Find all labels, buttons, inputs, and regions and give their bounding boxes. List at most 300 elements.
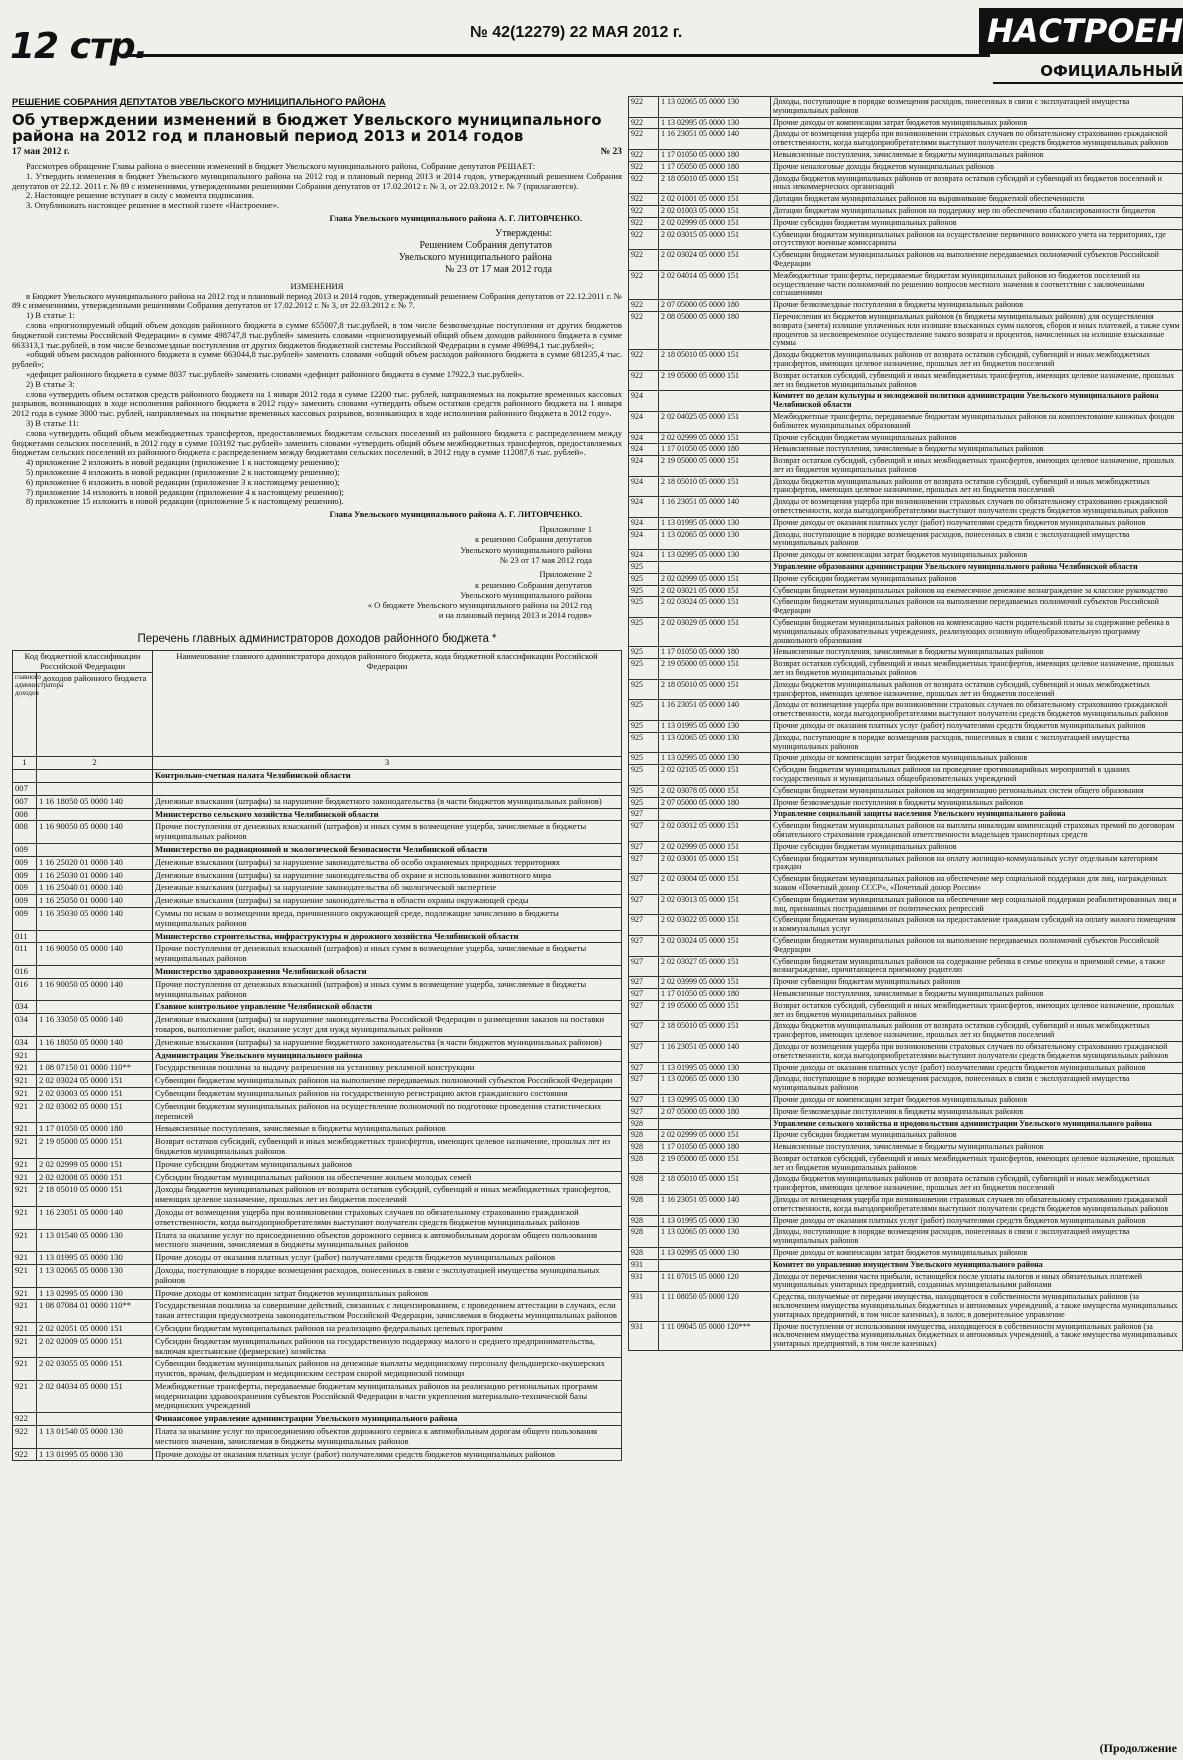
admin-name-cell: Доходы, поступающие в порядке возмещения расходов, понесенных в связи с эксплуатацией имущества муниципальных районов [771, 1227, 1183, 1248]
admin-name-cell: Прочие субсидии бюджетам муниципальных районов [771, 1130, 1183, 1142]
continued-note: (Продолжение [1099, 1741, 1177, 1755]
income-code-cell [659, 1118, 771, 1130]
changes-line: 1) В статье 1: [26, 310, 75, 321]
admin-name-cell: Доходы бюджетов муниципальных районов от возврата остатков субсидий, субвенций и иных межбюджетных трансфертов, имеющих целевое назначение, прошлых лет из бюджетов поселений [771, 1021, 1183, 1042]
admin-code-cell: 928 [629, 1215, 659, 1227]
table-row [13, 1100, 622, 1123]
table-row [13, 1287, 622, 1300]
table-row [13, 770, 622, 783]
income-code-cell: 1 17 01050 05 0000 180 [659, 444, 771, 456]
admin-name-cell: Комитет по делам культуры и молодежной политики администрации Увельского муниципального района Челябинской области [771, 391, 1183, 412]
admin-name-cell: Межбюджетные трансферты, передаваемые бюджетам муниципальных районов из бюджетов поселений на осуществление части полномочий по решению вопросов местного значения в соответствии с заключенными соглашениями [771, 270, 1183, 299]
table-row [629, 1041, 1183, 1062]
table-row [629, 562, 1183, 574]
income-code-cell: 2 18 05010 05 0000 151 [659, 1021, 771, 1042]
table-row [629, 1271, 1183, 1292]
table-row [629, 988, 1183, 1000]
admin-code-cell: 921 [13, 1075, 37, 1088]
income-code-cell: 2 19 05000 05 0000 151 [659, 659, 771, 680]
signature-2: Глава Увельского муниципального района А. Г. ЛИТОВЧЕНКО. [329, 509, 582, 520]
page-number: 12 стр. [10, 26, 148, 67]
admin-code-cell: 007 [13, 795, 37, 808]
table-row [13, 1380, 622, 1412]
income-code-cell: 1 08 07084 01 0000 110** [37, 1300, 153, 1323]
admin-name-cell: Доходы бюджетов муниципальных районов от возврата остатков субсидий и субвенций из бюджетов поселений и иных некоммерческих организаций [771, 173, 1183, 194]
income-code-cell: 1 17 01050 05 0000 180 [659, 149, 771, 161]
admin-name-cell: Возврат остатков субсидий, субвенций и иных межбюджетных трансфертов, имеющих целевое назначение, прошлых лет из бюджетов муниципальных районов [771, 1000, 1183, 1021]
admin-name-cell: Управление образования администрации Увельского муниципального района Челябинской области [771, 562, 1183, 574]
admin-name-cell: Доходы от возмещения ущерба при возникновении страховых случаев по обязательному страхованию гражданской ответственности, когда выгодоприобретателями выступают получатели средств бюджетов муниципальных районов [771, 129, 1183, 150]
appx1-line: Приложение 1 [539, 523, 592, 534]
income-code-cell: 2 18 05010 05 0000 151 [37, 1184, 153, 1207]
admin-code-cell: 924 [629, 550, 659, 562]
admin-name-cell: Денежные взыскания (штрафы) за нарушение законодательства Российской Федерации о размещении заказов на поставки товаров, выполнение работ, оказание услуг для нужд муниципальных районов [153, 1014, 622, 1037]
table-row [629, 370, 1183, 391]
table-row [629, 550, 1183, 562]
admin-code-cell: 927 [629, 1062, 659, 1074]
table-row [629, 129, 1183, 150]
admin-code-cell: 925 [629, 700, 659, 721]
income-code-cell: 2 19 05000 05 0000 151 [659, 370, 771, 391]
table-row [629, 647, 1183, 659]
admin-code-cell: 921 [13, 1335, 37, 1358]
admin-name-cell: Денежные взыскания (штрафы) за нарушение бюджетного законодательства (в части бюджетов муниципальных районов) [153, 1036, 622, 1049]
table-row [13, 869, 622, 882]
admin-code-cell: 921 [13, 1171, 37, 1184]
admin-name-cell: Прочие доходы от оказания платных услуг (работ) получателями средств бюджетов муниципальных районов [771, 517, 1183, 529]
income-code-cell: 1 16 90050 05 0000 140 [37, 821, 153, 844]
admin-code-cell: 927 [629, 809, 659, 821]
admin-code-cell: 922 [13, 1426, 37, 1449]
admin-name-cell: Доходы, поступающие в порядке возмещения расходов, понесенных в связи с эксплуатацией имущества муниципальных районов [771, 529, 1183, 550]
admin-code-cell: 927 [629, 874, 659, 895]
admin-name-cell: Доходы от возмещения ущерба при возникновении страховых случаев по обязательному страхованию гражданской ответственности, когда выгодоприобретателями выступают получатели средств бюджетов муниципальных районов [771, 1195, 1183, 1216]
admin-code-cell: 922 [629, 149, 659, 161]
admin-name-cell: Субвенции бюджетам муниципальных районов на государственную регистрацию актов гражданского состояния [153, 1087, 622, 1100]
income-code-cell: 1 13 02995 05 0000 130 [37, 1287, 153, 1300]
article-title: Об утверждении изменений в бюджет Увельского муниципального района на 2012 год и плановый период 2013 и 2014 годов [12, 110, 602, 146]
income-code-cell: 1 16 25030 01 0000 140 [37, 869, 153, 882]
admin-name-cell: Субвенции бюджетам муниципальных районов на компенсацию части родительской платы за содержание ребенка в муниципальных образовательных учреждениях, реализующих основную общеобразовательную программу дошкольного образования [771, 618, 1183, 647]
admin-code-cell: 928 [629, 1174, 659, 1195]
table-row [13, 1252, 622, 1265]
income-code-cell: 2 02 02105 05 0000 151 [659, 765, 771, 786]
admin-code-cell: 925 [629, 618, 659, 647]
table-row [629, 618, 1183, 647]
table-row [629, 411, 1183, 432]
admin-code-cell: 924 [629, 529, 659, 550]
decision-number: № 23 [600, 147, 622, 158]
admin-code-cell: 921 [13, 1358, 37, 1381]
admin-code-cell: 925 [629, 679, 659, 700]
admin-name-cell: Прочие субвенции бюджетам муниципальных районов [771, 977, 1183, 989]
admin-code-cell: 922 [629, 370, 659, 391]
income-code-cell: 2 02 04025 05 0000 151 [659, 411, 771, 432]
admin-name-cell: Субвенции бюджетам муниципальных районов на осуществление первичного воинского учета на территориях, где отсутствуют военные комиссариаты [771, 229, 1183, 250]
admin-code-cell: 921 [13, 1300, 37, 1323]
admin-name-cell: Прочие доходы от компенсации затрат бюджетов муниципальных районов [153, 1287, 622, 1300]
income-code-cell: 1 17 05050 05 0000 180 [659, 161, 771, 173]
income-code-cell [37, 1413, 153, 1426]
admin-name-cell: Прочие доходы от оказания платных услуг (работ) получателями средств бюджетов муниципальных районов [771, 1215, 1183, 1227]
admin-name-cell: Контрольно-счетная палата Челябинской области [153, 770, 622, 783]
income-code-cell [37, 1001, 153, 1014]
approved-line: Увельского муниципального района [398, 251, 552, 263]
changes-line: «общий объем расходов районного бюджета в сумме 663044,8 тыс.рублей» заменить словами «общий объем расходов районного бюджета в сумме 681235,4 тыс. рублей»; [12, 349, 622, 370]
income-code-cell: 2 02 03999 05 0000 151 [659, 977, 771, 989]
admin-code-cell: 928 [629, 1227, 659, 1248]
admin-code-cell: 925 [629, 585, 659, 597]
income-code-cell [37, 844, 153, 857]
admin-name-cell [153, 783, 622, 796]
table-row [629, 350, 1183, 371]
table-row [13, 908, 622, 931]
table-row [629, 1153, 1183, 1174]
left-column [12, 98, 622, 1461]
changes-line: 7) приложение 14 изложить в новой редакции (приложение 4 к настоящему решению); [26, 486, 344, 497]
income-code-cell: 1 13 01995 05 0000 130 [37, 1252, 153, 1265]
income-code-cell: 2 02 02008 05 0000 151 [37, 1171, 153, 1184]
income-code-cell: 1 13 01995 05 0000 130 [659, 517, 771, 529]
table-row [629, 732, 1183, 753]
intro-line: 3. Опубликовать настоящее решение в местной газете «Настроение». [26, 200, 280, 211]
admin-name-cell: Межбюджетные трансферты, передаваемые бюджетам муниципальных районов на реализацию региональных программ модернизации здравоохранения субъектов Российской Федерации в части укрепления материально-технической базы медицинских учреждений [153, 1380, 622, 1412]
admin-name-cell: Субвенции бюджетам муниципальных районов на содержание ребенка в семье опекуна и приемной семье, а также вознаграждение, причитающееся приемному родителю [771, 956, 1183, 977]
table-body-right [629, 97, 1183, 1351]
changes-line: 4) приложение 2 изложить в новой редакции (приложение 1 к настоящему решению); [26, 457, 340, 468]
admin-code-cell: 921 [13, 1049, 37, 1062]
admin-code-cell: 927 [629, 1000, 659, 1021]
admin-name-cell: Плата за оказание услуг по присоединению объектов дорожного сервиса к автомобильным дорогам общего пользования местного значения, зачисляемая в бюджеты муниципальных районов [153, 1426, 622, 1449]
table-row [13, 1171, 622, 1184]
income-code-cell: 1 17 01050 05 0000 180 [659, 988, 771, 1000]
admin-name-cell: Министерство строительства, инфраструктуры и дорожного хозяйства Челябинской области [153, 930, 622, 943]
appx2-line: к решению Собрания депутатов [475, 579, 592, 590]
admin-code-cell: 927 [629, 1094, 659, 1106]
table-row [629, 1195, 1183, 1216]
table-row [629, 194, 1183, 206]
table-row [629, 1142, 1183, 1154]
admin-name-cell: Доходы, поступающие в порядке возмещения расходов, понесенных в связи с эксплуатацией имущества муниципальных районов [153, 1264, 622, 1287]
admin-code-cell: 921 [13, 1380, 37, 1412]
income-code-cell: 1 13 02995 05 0000 130 [659, 550, 771, 562]
income-code-cell [659, 809, 771, 821]
admin-code-cell: 922 [13, 1413, 37, 1426]
admin-name-cell: Прочие поступления от денежных взысканий (штрафов) и иных сумм в возмещение ущерба, зачисляемые в бюджеты муниципальных районов [153, 943, 622, 966]
appx2-line: и на плановый период 2013 и 2014 годов» [438, 610, 592, 621]
income-code-cell: 1 16 18050 05 0000 140 [37, 795, 153, 808]
section-rubric: ОФИЦИАЛЬНЫЙ [993, 62, 1183, 84]
income-code-cell: 2 02 03003 05 0000 151 [37, 1087, 153, 1100]
admin-name-cell: Доходы от возмещения ущерба при возникновении страховых случаев по обязательному страхованию гражданской ответственности, когда выгодоприобретателями выступают получатели средств бюджетов муниципальных районов [771, 700, 1183, 721]
income-code-cell: 1 16 23051 05 0000 140 [659, 497, 771, 518]
admin-code-cell: 921 [13, 1158, 37, 1171]
table-row [13, 1358, 622, 1381]
income-code-cell [659, 562, 771, 574]
table-header-name: Наименование главного администратора доходов районного бюджета, кода бюджетной классификации Российской Федерации [153, 650, 622, 757]
admin-code-cell: 921 [13, 1287, 37, 1300]
table-row [629, 1321, 1183, 1350]
approved-line: № 23 от 17 мая 2012 года [444, 263, 552, 275]
admin-code-cell: 931 [629, 1321, 659, 1350]
admin-code-cell: 922 [629, 129, 659, 150]
table-header-code-group: Код бюджетной классификации Российской Федерации [13, 650, 153, 673]
income-code-cell: 1 13 02995 05 0000 130 [659, 753, 771, 765]
admin-code-cell: 924 [629, 476, 659, 497]
table-row [13, 1206, 622, 1229]
admin-name-cell: Министерство сельского хозяйства Челябинской области [153, 808, 622, 821]
admin-code-cell: 921 [13, 1087, 37, 1100]
admin-name-cell: Прочие безвозмездные поступления в бюджеты муниципальных районов [771, 797, 1183, 809]
admin-code-cell: 925 [629, 721, 659, 733]
table-row [13, 1264, 622, 1287]
article-kicker: РЕШЕНИЕ СОБРАНИЯ ДЕПУТАТОВ УВЕЛЬСКОГО МУНИЦИПАЛЬНОГО РАЙОНА [12, 97, 386, 108]
admin-name-cell: Министерство по радиационной и экологической безопасности Челябинской области [153, 844, 622, 857]
admin-name-cell: Прочие субсидии бюджетам муниципальных районов [771, 432, 1183, 444]
admin-name-cell: Средства, получаемые от передачи имущества, находящегося в собственности муниципальных районов (за исключением имущества муниципальных бюджетных и автономных учреждений, а также имущества муниципальных унитарных предприятий, в том числе казенных), в залог, в доверительное управление [771, 1292, 1183, 1321]
income-code-cell: 2 02 03013 05 0000 151 [659, 894, 771, 915]
admin-name-cell: Комитет по управлению имуществом Увельского муниципального района [771, 1259, 1183, 1271]
changes-list [12, 311, 622, 507]
admin-code-cell: 009 [13, 869, 37, 882]
table-row [13, 1075, 622, 1088]
admin-code-cell: 925 [629, 562, 659, 574]
income-code-cell: 1 16 25040 01 0000 140 [37, 882, 153, 895]
admin-name-cell: Доходы бюджетов муниципальных районов от возврата остатков субсидий, субвенций и иных межбюджетных трансфертов, имеющих целевое назначение, прошлых лет из бюджетов поселений [153, 1184, 622, 1207]
admin-name-cell: Прочие доходы от компенсации затрат бюджетов муниципальных районов [771, 117, 1183, 129]
admin-code-cell: 922 [629, 173, 659, 194]
admin-code-cell: 009 [13, 844, 37, 857]
income-code-cell: 1 11 09045 05 0000 120*** [659, 1321, 771, 1350]
table-row [629, 1292, 1183, 1321]
admin-code-cell: 927 [629, 1074, 659, 1095]
admin-code-cell: 931 [629, 1259, 659, 1271]
admin-name-cell: Прочие доходы от оказания платных услуг (работ) получателями средств бюджетов муниципальных районов [153, 1252, 622, 1265]
income-code-cell: 1 13 02065 05 0000 130 [659, 1227, 771, 1248]
income-code-cell [37, 1049, 153, 1062]
table-row [13, 1014, 622, 1037]
income-code-cell: 2 02 04014 05 0000 151 [659, 270, 771, 299]
table-col-number-2: 2 [37, 757, 153, 770]
admin-name-cell: Перечисления из бюджетов муниципальных районов (в бюджеты муниципальных районов) для осуществления возврата (зачета) излишне уплаченных или излишне взысканных сумм налогов, сборов и иных платежей, а также сумм процентов за несвоевременное осуществление такого возврата и процентов, начисленных на излишне взысканные суммы [771, 311, 1183, 349]
table-row [13, 1426, 622, 1449]
table-row [13, 1184, 622, 1207]
income-code-cell: 2 19 05000 05 0000 151 [37, 1136, 153, 1159]
admin-name-cell: Доходы, поступающие в порядке возмещения расходов, понесенных в связи с эксплуатацией имущества муниципальных районов [771, 1074, 1183, 1095]
admin-name-cell: Прочие субсидии бюджетам муниципальных районов [771, 217, 1183, 229]
admin-name-cell: Плата за оказание услуг по присоединению объектов дорожного сервиса к автомобильным дорогам общего пользования местного значения, зачисляемая в бюджеты муниципальных районов [153, 1229, 622, 1252]
table-row [13, 1036, 622, 1049]
table-header-admin: главного администратора доходов [13, 673, 37, 757]
table-row [629, 1215, 1183, 1227]
income-code-cell: 1 13 01540 05 0000 130 [37, 1229, 153, 1252]
masthead [0, 0, 1183, 100]
admin-code-cell: 925 [629, 785, 659, 797]
admin-name-cell: Денежные взыскания (штрафы) за нарушение бюджетного законодательства (в части бюджетов муниципальных районов) [153, 795, 622, 808]
income-code-cell: 2 02 02999 05 0000 151 [37, 1158, 153, 1171]
admin-name-cell: Прочие доходы от компенсации затрат бюджетов муниципальных районов [771, 550, 1183, 562]
admin-name-cell: Невыясненные поступления, зачисляемые в бюджеты муниципальных районов [153, 1123, 622, 1136]
admin-code-cell: 928 [629, 1195, 659, 1216]
table-row [629, 1118, 1183, 1130]
admin-name-cell: Субвенции бюджетам муниципальных районов на выплаты инвалидам компенсаций страховых премий по договорам обязательного страхования гражданской ответственности владельцев транспортных средств [771, 821, 1183, 842]
admin-name-cell: Невыясненные поступления, зачисляемые в бюджеты муниципальных районов [771, 988, 1183, 1000]
table-row [629, 894, 1183, 915]
admin-code-cell: 925 [629, 732, 659, 753]
table-row [629, 1021, 1183, 1042]
admin-code-cell: 008 [13, 821, 37, 844]
admin-name-cell: Субвенции бюджетам муниципальных районов на денежные выплаты медицинскому персоналу фельдшерско-акушерских пунктов, врачам, фельдшерам и медицинским сестрам скорой медицинской помощи [153, 1358, 622, 1381]
admin-name-cell: Прочие безвозмездные поступления в бюджеты муниципальных районов [771, 300, 1183, 312]
table-row [629, 809, 1183, 821]
admin-code-cell: 931 [629, 1292, 659, 1321]
table-row [629, 956, 1183, 977]
table-row [629, 659, 1183, 680]
income-code-cell: 2 07 05000 05 0000 180 [659, 300, 771, 312]
admin-name-cell: Прочие субсидии бюджетам муниципальных районов [153, 1158, 622, 1171]
table-body-left [13, 770, 622, 1461]
admin-code-cell: 927 [629, 915, 659, 936]
table-row [13, 1049, 622, 1062]
changes-line: «дефицит районного бюджета в сумме 8037 тыс.рублей» заменить словами «дефицит районного бюджета в сумме 17922,3 тыс.рублей». [26, 368, 525, 379]
changes-intro: в Бюджет Увельского муниципального района на 2012 год и плановый период 2013 и 2014 годов, утвержденный решением Собрания депутатов от 22.12.2011 г. № 89 с изменениями, утвержденными решениями Собрания депутатов от 17.02.2012 г. № 3, от 22.03.2012 г. № 7. [12, 290, 622, 311]
admin-code-cell: 927 [629, 1021, 659, 1042]
income-code-cell: 2 02 02999 05 0000 151 [659, 432, 771, 444]
admin-name-cell: Возврат остатков субсидий, субвенций и иных межбюджетных трансфертов, имеющих целевое назначение, прошлых лет из бюджетов муниципальных районов [771, 456, 1183, 477]
admin-name-cell: Межбюджетные трансферты, передаваемые бюджетам муниципальных районов на комплектование книжных фондов библиотек муниципальных образований [771, 411, 1183, 432]
admin-name-cell: Государственная пошлина за выдачу разрешения на установку рекламной конструкции [153, 1062, 622, 1075]
income-code-cell: 1 16 23051 05 0000 140 [659, 1041, 771, 1062]
admin-code-cell: 922 [629, 217, 659, 229]
table-row [13, 1001, 622, 1014]
table-header-income: доходов районного бюджета [37, 673, 153, 757]
admin-code-cell: 927 [629, 988, 659, 1000]
income-code-cell: 1 13 02065 05 0000 130 [659, 1074, 771, 1095]
table-row [13, 1448, 622, 1461]
income-code-cell: 1 13 01995 05 0000 130 [37, 1448, 153, 1461]
admin-name-cell: Субсидии бюджетам муниципальных районов на государственную поддержку малого и среднего предпринимательства, включая крестьянские (фермерские) хозяйства [153, 1335, 622, 1358]
income-code-cell: 2 02 03024 05 0000 151 [37, 1075, 153, 1088]
admin-name-cell: Субвенции бюджетам муниципальных районов на модернизацию региональных систем общего образования [771, 785, 1183, 797]
table-row [13, 1229, 622, 1252]
admin-name-cell: Субсидии бюджетам муниципальных районов на реализацию федеральных целевых программ [153, 1322, 622, 1335]
admin-code-cell: 921 [13, 1264, 37, 1287]
admin-code-cell: 034 [13, 1036, 37, 1049]
income-code-cell: 2 02 03078 05 0000 151 [659, 785, 771, 797]
income-code-cell: 2 02 02051 05 0000 151 [37, 1322, 153, 1335]
admin-name-cell: Прочие доходы от оказания платных услуг (работ) получателями средств бюджетов муниципальных районов [153, 1448, 622, 1461]
admin-code-cell: 008 [13, 808, 37, 821]
income-code-cell: 1 13 01995 05 0000 130 [659, 721, 771, 733]
admin-code-cell: 924 [629, 444, 659, 456]
admin-name-cell: Управление сельского хозяйства и продовольствия администрации Увельского муниципального района [771, 1118, 1183, 1130]
table-row [13, 1335, 622, 1358]
admin-code-cell: 927 [629, 1106, 659, 1118]
table-row [629, 1000, 1183, 1021]
table-row [629, 1227, 1183, 1248]
intro-line: 1. Утвердить изменения в бюджет Увельского муниципального района на 2012 год и плановый период 2013 и 2014 годов, утвержденный решением Собрания депутатов от 22.12. 2011 г. № 89 с изменениями, утвержденными решениями Собрания депутатов от 17.02.2012 г. № 3, от 22.03.2012 г. № 7 (прилагаются). [12, 170, 622, 191]
admin-code-cell: 925 [629, 597, 659, 618]
income-code-cell: 2 02 03024 05 0000 151 [659, 250, 771, 271]
income-code-cell: 1 17 01050 05 0000 180 [659, 1142, 771, 1154]
admin-code-cell: 009 [13, 856, 37, 869]
income-code-cell: 1 13 01540 05 0000 130 [37, 1426, 153, 1449]
table-row [13, 895, 622, 908]
income-code-cell: 1 16 23051 05 0000 140 [659, 700, 771, 721]
appx1-line: к решению Собрания депутатов [475, 534, 592, 545]
changes-line: слова «утвердить объем остатков средств районного бюджета на 1 января 2012 года в сумме 12200 тыс. рублей, направляемых на покрытие временных кассовых разрывов, возникающих в ходе исполнения районного бюджета в 2012 году» заменить словами «утвердить объем остатков средств районного бюджета на 1 января 2012 года в сумме 3000 тыс. рублей, направляемых на покрытие временных кассовых разрывов, возникающих в ходе исполнения районного бюджета в 2012 году». [12, 388, 622, 419]
income-code-cell: 2 02 01003 05 0000 151 [659, 205, 771, 217]
admin-code-cell: 928 [629, 1142, 659, 1154]
table-row [13, 821, 622, 844]
admin-code-cell: 925 [629, 573, 659, 585]
income-code-cell [659, 391, 771, 412]
appx2-line: Увельского муниципального района [460, 589, 592, 600]
income-code-cell: 2 19 05000 05 0000 151 [659, 456, 771, 477]
income-code-cell: 2 18 05010 05 0000 151 [659, 1174, 771, 1195]
income-code-cell: 2 02 04034 05 0000 151 [37, 1380, 153, 1412]
admin-name-cell: Возврат остатков субсидий, субвенций и иных межбюджетных трансфертов, имеющих целевое назначение, прошлых лет из бюджетов муниципальных районов [771, 1153, 1183, 1174]
admin-name-cell: Возврат остатков субсидий, субвенций и иных межбюджетных трансфертов, имеющих целевое назначение, прошлых лет из бюджетов муниципальных районов [153, 1136, 622, 1159]
admin-code-cell: 011 [13, 930, 37, 943]
table-row [629, 821, 1183, 842]
table-row [13, 930, 622, 943]
admin-code-cell: 921 [13, 1100, 37, 1123]
table-row [629, 1130, 1183, 1142]
admin-code-cell: 924 [629, 517, 659, 529]
income-code-cell: 1 17 01050 05 0000 180 [659, 647, 771, 659]
income-code-cell: 2 19 05000 05 0000 151 [659, 1000, 771, 1021]
income-code-cell: 1 16 23051 05 0000 140 [659, 1195, 771, 1216]
appx1-line: № 23 от 17 мая 2012 года [499, 554, 592, 565]
admin-code-cell: 928 [629, 1153, 659, 1174]
admin-code-cell: 928 [629, 1248, 659, 1260]
admin-code-cell: 921 [13, 1062, 37, 1075]
changes-line: 3) В статье 11: [26, 417, 79, 428]
table-row [13, 856, 622, 869]
admin-name-cell: Суммы по искам о возмещении вреда, причиненного окружающей среде, подлежащие зачислению в бюджеты муниципальных районов [153, 908, 622, 931]
table-row [629, 1174, 1183, 1195]
table-row [629, 517, 1183, 529]
income-code-cell: 2 02 03022 05 0000 151 [659, 915, 771, 936]
admin-code-cell: 009 [13, 895, 37, 908]
changes-line: 2) В статье 3: [26, 378, 75, 389]
income-code-cell: 2 02 02999 05 0000 151 [659, 217, 771, 229]
table-row [629, 841, 1183, 853]
table-row [13, 795, 622, 808]
admin-name-cell: Главное контрольное управление Челябинской области [153, 1001, 622, 1014]
table-row [13, 966, 622, 979]
admin-name-cell: Доходы от возмещения ущерба при возникновении страховых случаев по обязательному страхованию гражданской ответственности, когда выгодоприобретателями выступают получатели средств бюджетов муниципальных районов [771, 497, 1183, 518]
changes-line: 6) приложение 6 изложить в новой редакции (приложение 3 к настоящему решению); [26, 476, 340, 487]
admin-name-cell: Субвенции бюджетам муниципальных районов на выполнение передаваемых полномочий субъектов Российской Федерации [771, 935, 1183, 956]
appendix-2-note [12, 569, 592, 621]
admin-name-cell: Дотации бюджетам муниципальных районов на поддержку мер по обеспечению сбалансированности бюджетов [771, 205, 1183, 217]
income-code-cell: 1 13 01995 05 0000 130 [659, 1215, 771, 1227]
income-code-cell: 1 16 25050 01 0000 140 [37, 895, 153, 908]
table-row [629, 874, 1183, 895]
admin-name-cell: Прочие доходы от компенсации затрат бюджетов муниципальных районов [771, 753, 1183, 765]
admin-name-cell: Доходы от возмещения ущерба при возникновении страховых случаев по обязательному страхованию гражданской ответственности, когда выгодоприобретателями выступают получатели средств бюджетов муниципальных районов [153, 1206, 622, 1229]
admin-name-cell: Субвенции бюджетам муниципальных районов на обеспечение мер социальной поддержки реабилитированных лиц и лиц, признанных пострадавшими от политических репрессий [771, 894, 1183, 915]
table-row [629, 205, 1183, 217]
admin-code-cell: 922 [629, 270, 659, 299]
income-code-cell: 2 18 05010 05 0000 151 [659, 476, 771, 497]
admin-name-cell: Субсидии бюджетам муниципальных районов на обеспечение жильем молодых семей [153, 1171, 622, 1184]
table-row [629, 497, 1183, 518]
table-row [629, 173, 1183, 194]
table-row [13, 1322, 622, 1335]
